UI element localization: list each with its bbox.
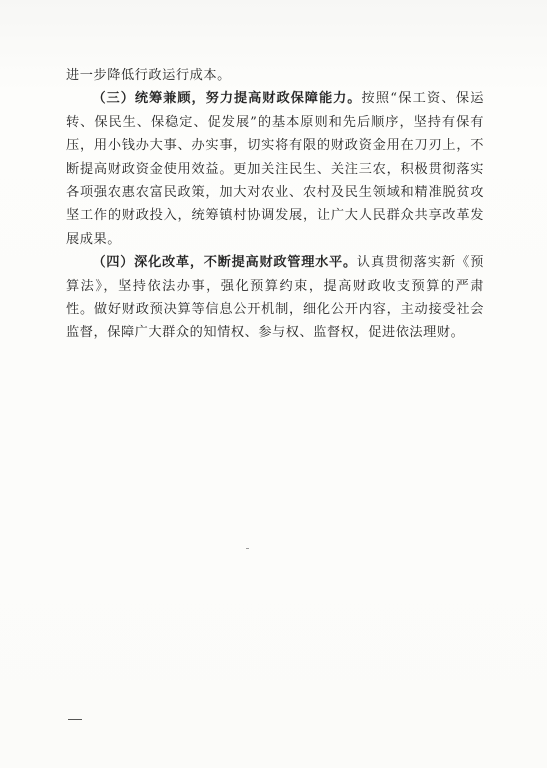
page-number-dash <box>68 719 82 720</box>
paragraph-text: 进一步降低行政运行成本。 <box>66 68 231 83</box>
section-heading-3: （三）统筹兼顾，努力提高财政保障能力。 <box>92 91 362 107</box>
section-body-4: 认真贯彻落实新《预算法》，坚持依法办事，强化预算约束，提高财政收支预算的严肃性。做好财政预决算等信息公开机制，细化公开内容，主动接受社会监督，保障广大群众的知情权、参与权、监督权，促进依法理财。 <box>66 255 484 341</box>
body-text <box>66 64 484 345</box>
section-body-3: 按照“保工资、保运转、保民生、保稳定、促发展”的基本原则和先后顺序，坚持有保有压，用小钱办大事、办实事，切实将有限的财政资金用在刀刃上，不断提高财政资金使用效益。更加关注民生、关注三农，积极贯彻落实各项强农惠农富民政策，加大对农业、农村及民生领域和精准脱贫攻坚工作的财政投入，统筹镇村协调发展，让广大人民群众共享改革发展成果。 <box>66 91 484 247</box>
paragraph-section-4 <box>66 251 484 345</box>
section-heading-4: （四）深化改革，不断提高财政管理水平。 <box>92 255 357 271</box>
paragraph-continuation <box>66 64 484 87</box>
scan-mark <box>246 548 249 549</box>
paragraph-section-3 <box>66 87 484 251</box>
